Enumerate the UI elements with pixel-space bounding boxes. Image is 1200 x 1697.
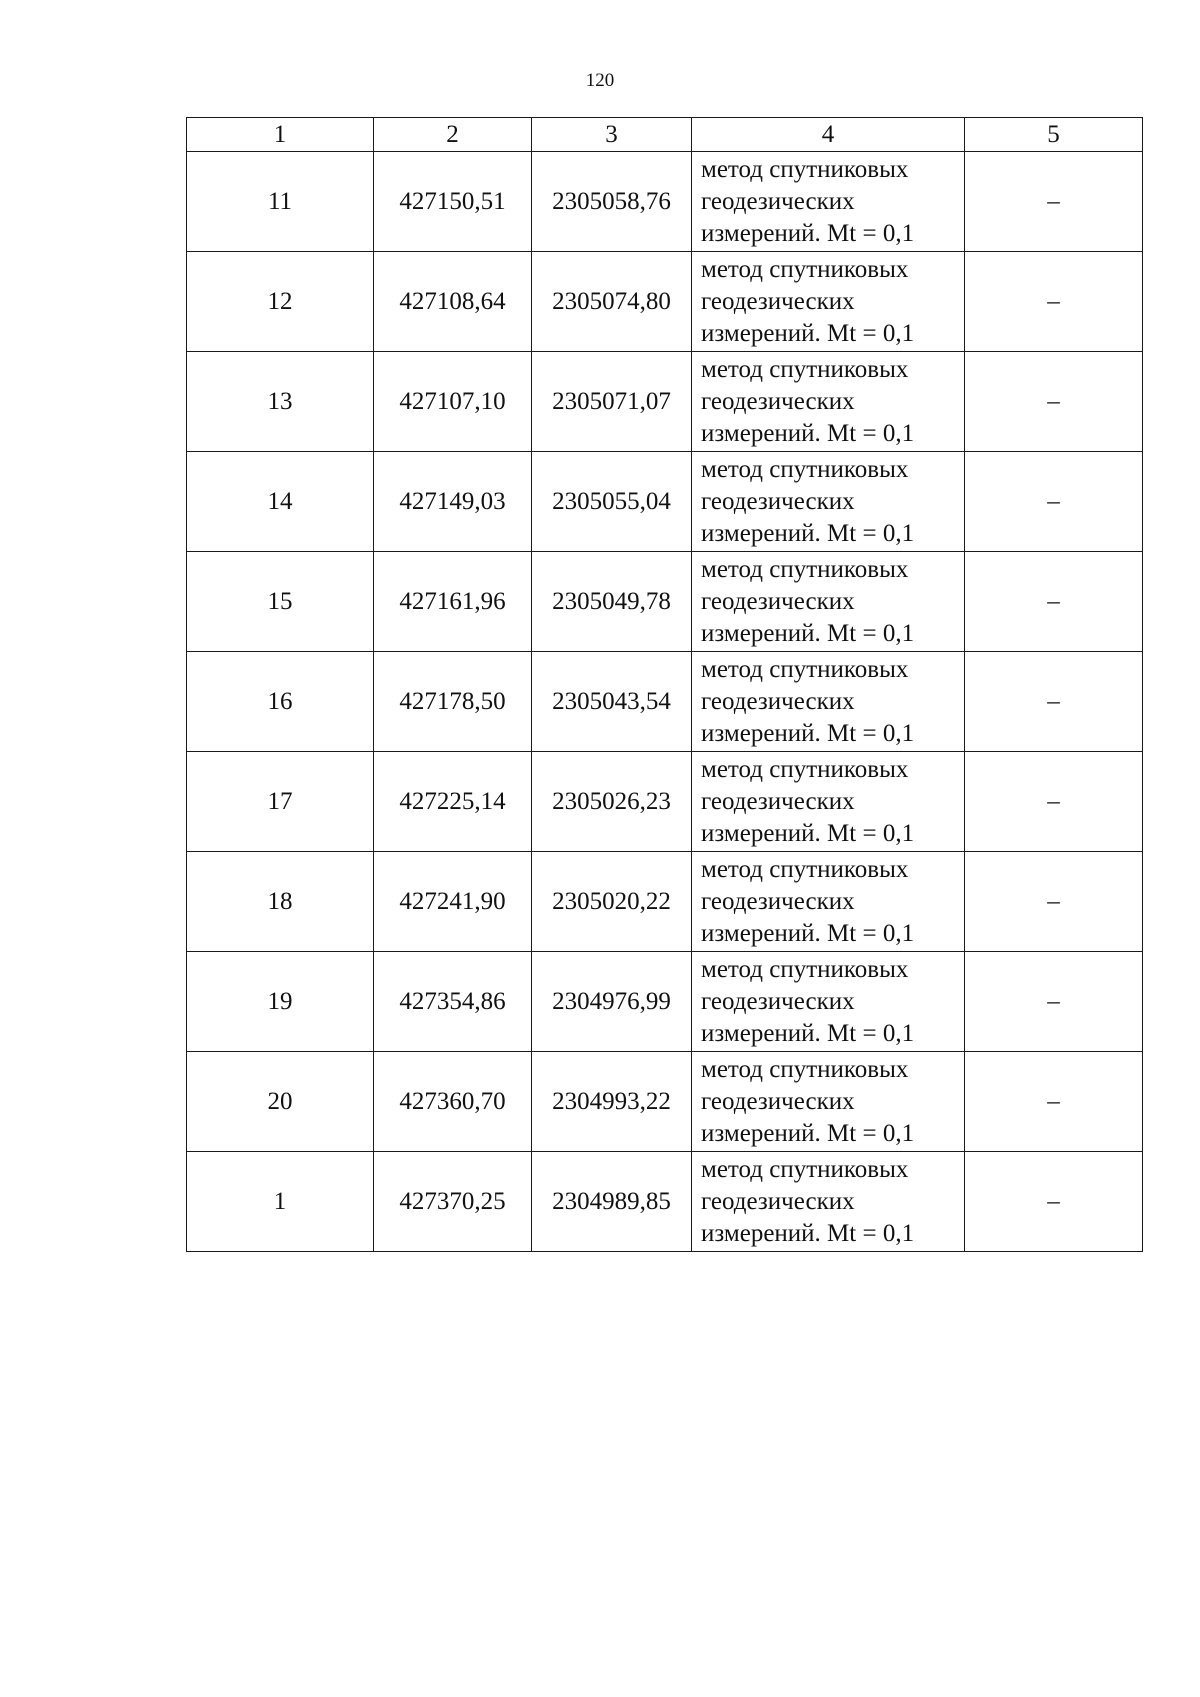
table-row	[187, 352, 1143, 452]
method-line: измерений. Mt = 0,1	[701, 819, 915, 847]
y-coordinate-cell: 2304976,99	[532, 952, 692, 1052]
y-coordinate-cell: 2305074,80	[532, 252, 692, 352]
method-line: геодезических	[701, 387, 855, 415]
y-coordinate-cell: 2305058,76	[532, 152, 692, 252]
table-row	[187, 1052, 1143, 1152]
y-coordinate-cell: 2305026,23	[532, 752, 692, 852]
x-coordinate-cell: 427241,90	[374, 852, 532, 952]
table-row	[187, 252, 1143, 352]
table-row	[187, 852, 1143, 952]
method-line: измерений. Mt = 0,1	[701, 219, 915, 247]
method-line: геодезических	[701, 787, 855, 815]
note-cell: –	[965, 1152, 1143, 1252]
method-line: геодезических	[701, 687, 855, 715]
method-line: метод спутниковых	[701, 155, 909, 183]
method-line: метод спутниковых	[701, 255, 909, 283]
method-cell	[692, 152, 965, 252]
column-header-1: 1	[187, 118, 374, 152]
point-number-cell: 14	[187, 452, 374, 552]
table-row	[187, 752, 1143, 852]
point-number-cell: 13	[187, 352, 374, 452]
method-line: метод спутниковых	[701, 655, 909, 683]
x-coordinate-cell: 427178,50	[374, 652, 532, 752]
y-coordinate-cell: 2305071,07	[532, 352, 692, 452]
coordinates-table	[186, 117, 1143, 1252]
point-number-cell: 19	[187, 952, 374, 1052]
point-number-cell: 11	[187, 152, 374, 252]
method-line: метод спутниковых	[701, 1155, 909, 1183]
method-line: геодезических	[701, 587, 855, 615]
x-coordinate-cell: 427150,51	[374, 152, 532, 252]
method-cell	[692, 552, 965, 652]
column-header-2: 2	[374, 118, 532, 152]
table-row	[187, 952, 1143, 1052]
table-row	[187, 152, 1143, 252]
y-coordinate-cell: 2304993,22	[532, 1052, 692, 1152]
method-line: геодезических	[701, 487, 855, 515]
table-row	[187, 1152, 1143, 1252]
method-line: метод спутниковых	[701, 555, 909, 583]
method-cell	[692, 252, 965, 352]
method-line: метод спутниковых	[701, 855, 909, 883]
note-cell: –	[965, 152, 1143, 252]
note-cell: –	[965, 352, 1143, 452]
page-number: 120	[585, 70, 615, 91]
method-cell	[692, 952, 965, 1052]
method-line: метод спутниковых	[701, 1055, 909, 1083]
method-line: измерений. Mt = 0,1	[701, 619, 915, 647]
method-line: измерений. Mt = 0,1	[701, 319, 915, 347]
x-coordinate-cell: 427360,70	[374, 1052, 532, 1152]
note-cell: –	[965, 552, 1143, 652]
method-line: метод спутниковых	[701, 355, 909, 383]
method-cell	[692, 652, 965, 752]
column-header-3: 3	[532, 118, 692, 152]
y-coordinate-cell: 2305055,04	[532, 452, 692, 552]
x-coordinate-cell: 427225,14	[374, 752, 532, 852]
method-cell	[692, 452, 965, 552]
method-cell	[692, 752, 965, 852]
x-coordinate-cell: 427354,86	[374, 952, 532, 1052]
point-number-cell: 15	[187, 552, 374, 652]
method-cell	[692, 352, 965, 452]
method-line: измерений. Mt = 0,1	[701, 1119, 915, 1147]
method-line: геодезических	[701, 987, 855, 1015]
x-coordinate-cell: 427107,10	[374, 352, 532, 452]
method-line: измерений. Mt = 0,1	[701, 1219, 915, 1247]
note-cell: –	[965, 652, 1143, 752]
y-coordinate-cell: 2305049,78	[532, 552, 692, 652]
method-line: измерений. Mt = 0,1	[701, 419, 915, 447]
method-line: геодезических	[701, 1187, 855, 1215]
method-line: геодезических	[701, 287, 855, 315]
note-cell: –	[965, 952, 1143, 1052]
note-cell: –	[965, 452, 1143, 552]
note-cell: –	[965, 852, 1143, 952]
y-coordinate-cell: 2305043,54	[532, 652, 692, 752]
point-number-cell: 18	[187, 852, 374, 952]
method-line: измерений. Mt = 0,1	[701, 919, 915, 947]
table-body	[187, 152, 1143, 1252]
method-cell	[692, 1152, 965, 1252]
note-cell: –	[965, 1052, 1143, 1152]
method-line: метод спутниковых	[701, 955, 909, 983]
table-header-row	[187, 118, 1143, 152]
x-coordinate-cell: 427161,96	[374, 552, 532, 652]
method-cell	[692, 852, 965, 952]
point-number-cell: 16	[187, 652, 374, 752]
y-coordinate-cell: 2304989,85	[532, 1152, 692, 1252]
table-row	[187, 652, 1143, 752]
note-cell: –	[965, 752, 1143, 852]
method-line: метод спутниковых	[701, 455, 909, 483]
method-line: метод спутниковых	[701, 755, 909, 783]
note-cell: –	[965, 252, 1143, 352]
point-number-cell: 1	[187, 1152, 374, 1252]
point-number-cell: 12	[187, 252, 374, 352]
method-line: геодезических	[701, 187, 855, 215]
method-cell	[692, 1052, 965, 1152]
method-line: измерений. Mt = 0,1	[701, 1019, 915, 1047]
x-coordinate-cell: 427370,25	[374, 1152, 532, 1252]
method-line: геодезических	[701, 887, 855, 915]
method-line: измерений. Mt = 0,1	[701, 719, 915, 747]
x-coordinate-cell: 427149,03	[374, 452, 532, 552]
method-line: геодезических	[701, 1087, 855, 1115]
table-row	[187, 452, 1143, 552]
method-line: измерений. Mt = 0,1	[701, 519, 915, 547]
column-header-5: 5	[965, 118, 1143, 152]
y-coordinate-cell: 2305020,22	[532, 852, 692, 952]
x-coordinate-cell: 427108,64	[374, 252, 532, 352]
column-header-4: 4	[692, 118, 965, 152]
point-number-cell: 17	[187, 752, 374, 852]
point-number-cell: 20	[187, 1052, 374, 1152]
table-row	[187, 552, 1143, 652]
